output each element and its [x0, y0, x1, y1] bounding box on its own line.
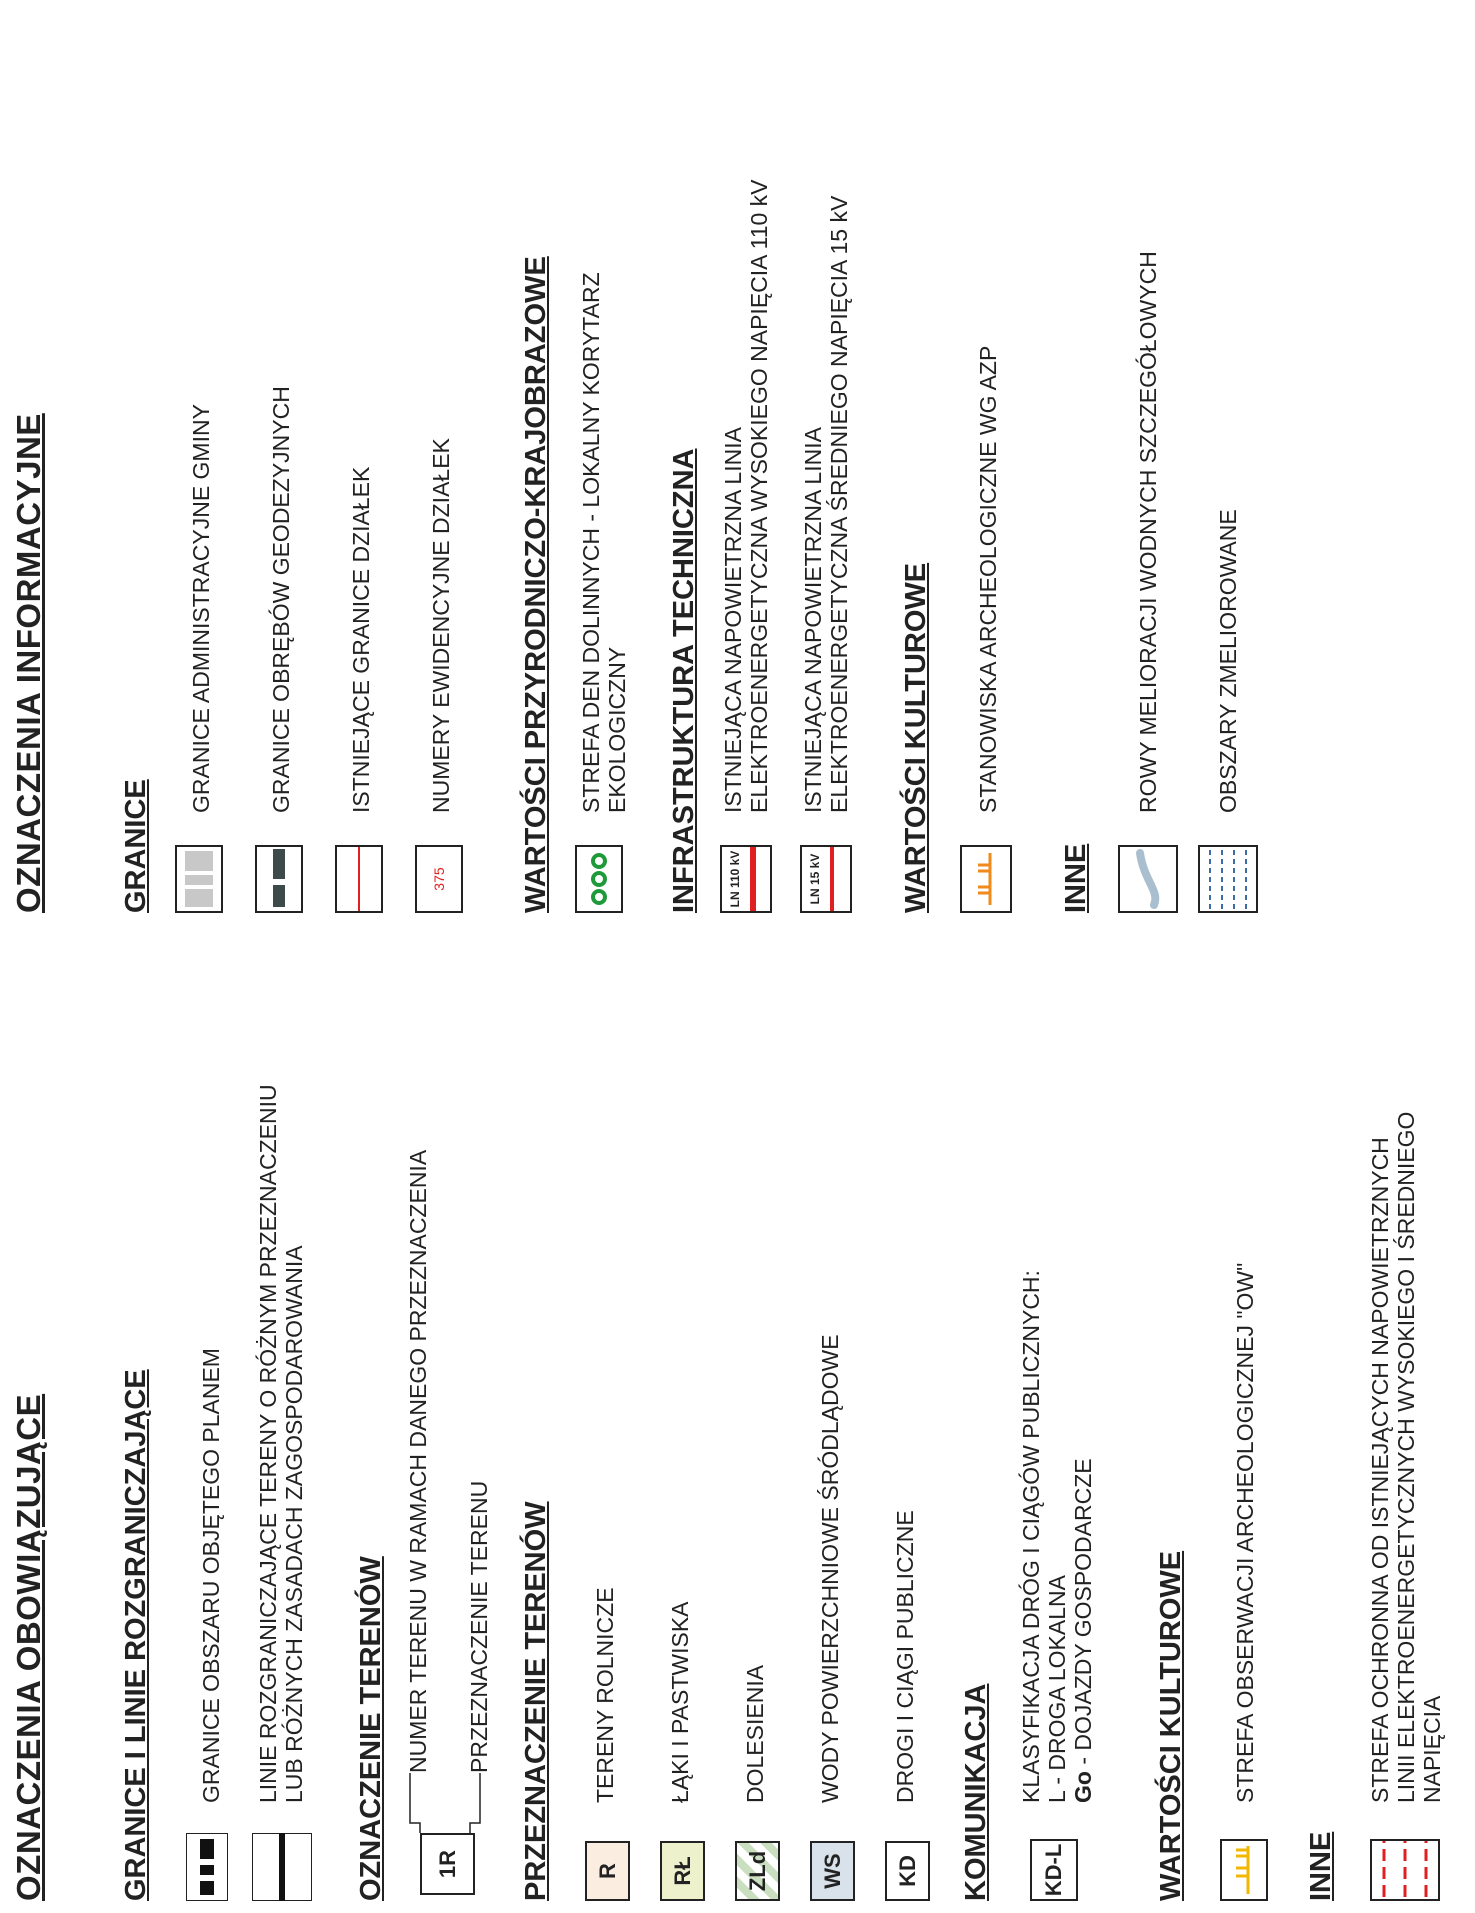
oznaczenie-heading: OZNACZENIE TERENÓW	[355, 1556, 387, 1901]
terrain-code: 1R	[434, 1849, 460, 1879]
boundary-line-symbol	[252, 1833, 312, 1901]
granice-label-2a: LINIE ROZGRANICZAJĄCE TERENY O RÓŻNYM PRZEZNACZENIU	[255, 1084, 281, 1803]
informacyjne-title: OZNACZENIA INFORMACYJNE	[10, 413, 47, 913]
granice-info-heading: GRANICE	[120, 779, 152, 913]
komunikacja-line-1: KLASYFIKACJA DRÓG I CIĄGÓW PUBLICZNYCH:	[1018, 1270, 1044, 1803]
przyroda-heading: WARTOŚCI PRZYRODNICZO-KRAJOBRAZOWE	[520, 256, 552, 913]
kultura-left-heading: WARTOŚCI KULTUROWE	[1155, 1550, 1187, 1901]
zld-label: DOLESIENIA	[742, 1664, 768, 1803]
kultura-right-heading: WARTOŚCI KULTUROWE	[900, 562, 932, 913]
parcel-number-symbol: 375	[415, 845, 463, 913]
ecological-corridor-line-1: STREFA DEN DOLINNYCH - LOKALNY KORYTARZ	[578, 272, 604, 813]
parcel-boundary-symbol	[335, 845, 383, 913]
azp-symbol	[960, 845, 1012, 913]
drainage-ditch-symbol	[1118, 845, 1178, 913]
terrain-number-label: NUMER TERENU W RAMACH DANEGO PRZEZNACZENIA	[405, 1149, 431, 1773]
granice-label-1: GRANICE OBSZARU OBJĘTEGO PLANEM	[198, 1348, 224, 1803]
granice-linie-heading: GRANICE I LINIE ROZGRANICZAJĄCE	[120, 1369, 152, 1901]
ln15-line-2: ELEKTROENERGETYCZNA ŚREDNIEGO NAPIĘCIA 15 kV	[826, 195, 852, 813]
protective-zone-symbol	[1370, 1839, 1440, 1901]
protective-zone-line-3: NAPIĘCIA	[1419, 1695, 1445, 1803]
drained-area-label: OBSZARY ZMELIOROWANE	[1215, 509, 1241, 813]
ws-symbol: WS	[810, 1841, 855, 1901]
plan-boundary-symbol	[186, 1833, 228, 1901]
protective-zone-line-1: STREFA OCHRONNA OD ISTNIEJĄCYCH NAPOWIETRZNYCH	[1367, 1137, 1393, 1803]
kdl-symbol: KD-L	[1030, 1839, 1078, 1901]
ecological-corridor-line-2: EKOLOGICZNY	[604, 646, 630, 813]
komunikacja-heading: KOMUNIKACJA	[960, 1683, 992, 1901]
parcel-boundary-label: ISTNIEJĄCE GRANICE DZIAŁEK	[348, 466, 374, 813]
drained-area-symbol	[1198, 845, 1258, 913]
ln110-symbol: LN 110 kV	[720, 845, 772, 913]
ow-symbol	[1220, 1839, 1268, 1901]
ln15-line-1: ISTNIEJĄCA NAPOWIETRZNA LINIA	[800, 427, 826, 813]
terrain-code-symbol	[420, 1833, 475, 1895]
zld-symbol: ZLd	[735, 1841, 780, 1901]
azp-label: STANOWISKA ARCHEOLOGICZNE WG AZP	[975, 345, 1001, 813]
r-label: TERENY ROLNICZE	[592, 1587, 618, 1803]
admin-boundary-label: GRANICE ADMINISTRACYJNE GMINY	[188, 404, 214, 813]
granice-label-2b: LUB RÓŻNYCH ZASADACH ZAGOSPODAROWANIA	[281, 1245, 307, 1803]
infra-heading: INFRASTRUKTURA TECHNICZNA	[668, 448, 700, 913]
admin-boundary-symbol	[175, 845, 223, 913]
geodetic-boundary-symbol	[255, 845, 303, 913]
rl-symbol: RŁ	[660, 1841, 705, 1901]
obowiazujace-title: OZNACZENIA OBOWIĄZUJĄCE	[10, 1393, 47, 1901]
ow-label: STREFA OBSERWACJI ARCHEOLOGICZNEJ "OW"	[1232, 1262, 1258, 1803]
ln15-symbol: LN 15 kV	[800, 845, 852, 913]
inne-right-heading: INNE	[1060, 843, 1092, 913]
terrain-purpose-label: PRZEZNACZENIE TERENU	[466, 1480, 492, 1773]
ws-label: WODY POWIERZCHNIOWE ŚRÓDLĄDOWE	[817, 1334, 843, 1803]
parcel-number-label: NUMERY EWIDENCYJNE DZIAŁEK	[428, 438, 454, 813]
ln110-line-1: ISTNIEJĄCA NAPOWIETRZNA LINIA	[720, 427, 746, 813]
przeznaczenie-heading: PRZEZNACZENIE TERENÓW	[520, 1501, 552, 1901]
ln110-line-2: ELEKTROENERGETYCZNA WYSOKIEGO NAPIĘCIA 110 kV	[746, 179, 772, 813]
protective-zone-line-2: LINII ELEKTROENERGETYCZNYCH WYSOKIEGO I ŚREDNIEGO	[1393, 1111, 1419, 1803]
kd-label: DROGI I CIĄGI PUBLICZNE	[892, 1510, 918, 1803]
komunikacja-line-2: L - DROGA LOKALNA	[1044, 1575, 1070, 1803]
rl-label: ŁĄKI I PASTWISKA	[667, 1601, 693, 1803]
r-symbol: R	[585, 1841, 630, 1901]
drainage-ditch-label: ROWY MELIORACJI WODNYCH SZCZEGÓŁOWYCH	[1135, 251, 1161, 813]
kd-symbol: KD	[885, 1841, 930, 1901]
terrain-leader-lines	[408, 1773, 488, 1833]
inne-left-heading: INNE	[1305, 1831, 1337, 1901]
komunikacja-line-3: Go - DOJAZDY GOSPODARCZE	[1070, 1458, 1096, 1803]
geodetic-boundary-label: GRANICE OBRĘBÓW GEODEZYJNYCH	[268, 386, 294, 813]
ecological-corridor-symbol	[575, 845, 623, 913]
